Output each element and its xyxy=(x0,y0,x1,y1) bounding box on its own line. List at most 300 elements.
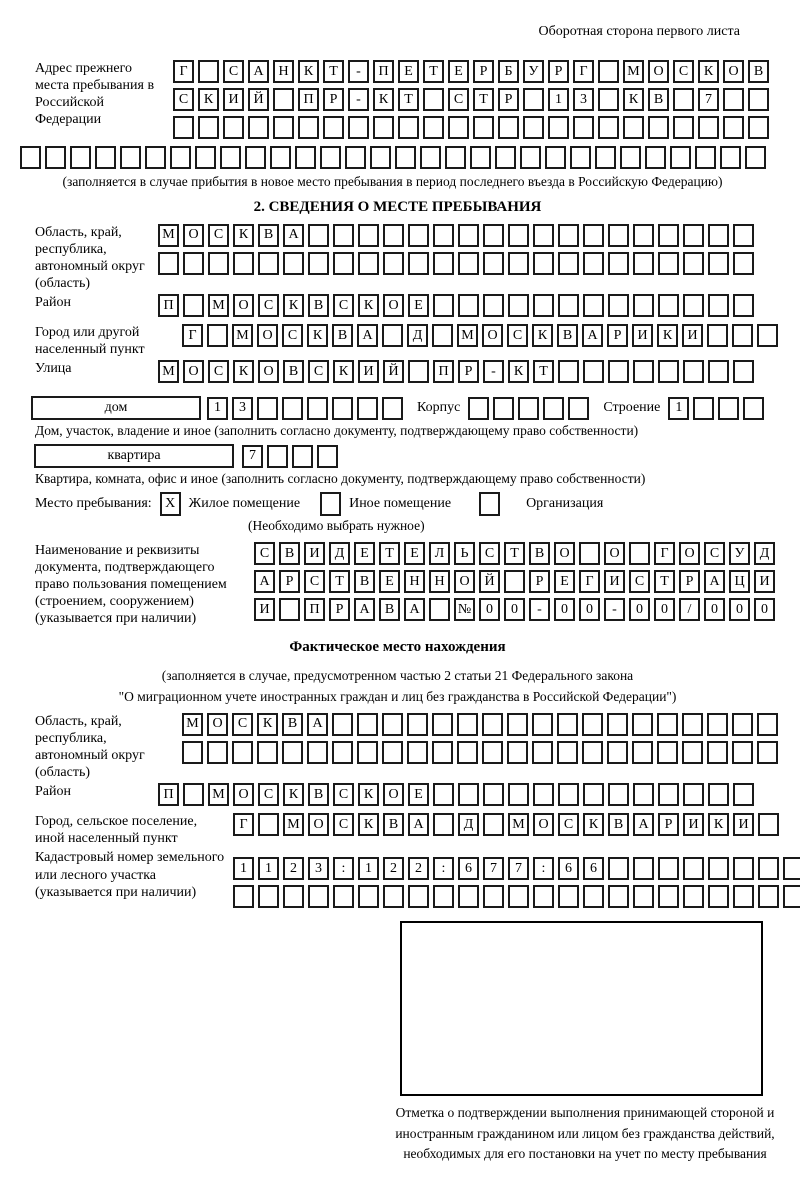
char-cell[interactable] xyxy=(573,116,594,139)
char-cell[interactable] xyxy=(458,885,479,908)
char-cell[interactable] xyxy=(570,146,591,169)
char-cell[interactable] xyxy=(495,146,516,169)
char-cell[interactable] xyxy=(432,324,453,347)
char-cell[interactable] xyxy=(408,224,429,247)
char-cell[interactable] xyxy=(182,741,203,764)
char-cell-filled[interactable]: 0 xyxy=(704,598,725,621)
char-cell-filled[interactable]: 1 xyxy=(233,857,254,880)
char-cell[interactable] xyxy=(683,252,704,275)
char-cell[interactable] xyxy=(598,116,619,139)
char-cell-filled[interactable]: Й xyxy=(479,570,500,593)
char-cell-filled[interactable]: 7 xyxy=(508,857,529,880)
char-cell-filled[interactable]: Р xyxy=(498,88,519,111)
char-cell-filled[interactable]: 7 xyxy=(698,88,719,111)
char-cell[interactable] xyxy=(433,813,454,836)
char-cell[interactable] xyxy=(568,397,589,420)
char-cell-filled[interactable]: - xyxy=(529,598,550,621)
char-cell-filled[interactable]: № xyxy=(454,598,475,621)
char-cell-filled[interactable]: - xyxy=(604,598,625,621)
char-cell-filled[interactable]: Р xyxy=(458,360,479,383)
char-cell[interactable] xyxy=(407,741,428,764)
char-cell-filled[interactable]: М xyxy=(283,813,304,836)
char-cell[interactable] xyxy=(733,224,754,247)
char-cell[interactable] xyxy=(757,324,778,347)
char-cell-filled[interactable]: А xyxy=(404,598,425,621)
char-cell[interactable] xyxy=(733,783,754,806)
char-cell-filled[interactable]: О xyxy=(723,60,744,83)
char-cell-filled[interactable]: С xyxy=(254,542,275,565)
char-cell-filled[interactable]: В xyxy=(648,88,669,111)
char-cell-filled[interactable]: У xyxy=(729,542,750,565)
char-cell-filled[interactable]: С xyxy=(448,88,469,111)
char-cell[interactable] xyxy=(658,294,679,317)
char-cell[interactable] xyxy=(282,741,303,764)
char-cell-filled[interactable]: Н xyxy=(273,60,294,83)
char-cell[interactable] xyxy=(445,146,466,169)
char-cell[interactable] xyxy=(433,252,454,275)
char-cell-filled[interactable]: Т xyxy=(654,570,675,593)
char-cell-filled[interactable]: В xyxy=(283,360,304,383)
char-cell[interactable] xyxy=(608,294,629,317)
char-cell-filled[interactable]: Г xyxy=(579,570,600,593)
char-cell-filled[interactable]: К xyxy=(532,324,553,347)
char-cell[interactable] xyxy=(629,542,650,565)
char-cell[interactable] xyxy=(470,146,491,169)
char-cell-filled[interactable]: / xyxy=(679,598,700,621)
char-cell[interactable] xyxy=(395,146,416,169)
char-cell-filled[interactable]: М xyxy=(158,360,179,383)
char-cell-filled[interactable]: Е xyxy=(354,542,375,565)
char-cell[interactable] xyxy=(708,294,729,317)
char-cell[interactable] xyxy=(558,294,579,317)
char-cell[interactable] xyxy=(720,146,741,169)
char-cell[interactable] xyxy=(183,252,204,275)
char-cell-filled[interactable]: Д xyxy=(407,324,428,347)
char-cell-filled[interactable]: Л xyxy=(429,542,450,565)
char-cell-filled[interactable]: Ц xyxy=(729,570,750,593)
char-cell[interactable] xyxy=(558,783,579,806)
char-cell-filled[interactable]: П xyxy=(158,783,179,806)
char-cell[interactable] xyxy=(683,294,704,317)
char-cell[interactable] xyxy=(608,783,629,806)
char-cell[interactable] xyxy=(598,60,619,83)
char-cell[interactable] xyxy=(557,713,578,736)
char-cell[interactable] xyxy=(348,116,369,139)
char-cell[interactable] xyxy=(518,397,539,420)
char-cell-filled[interactable]: 0 xyxy=(479,598,500,621)
char-cell-filled[interactable]: 3 xyxy=(232,397,253,420)
char-cell[interactable] xyxy=(508,252,529,275)
char-cell[interactable] xyxy=(195,146,216,169)
char-cell-filled[interactable]: О xyxy=(679,542,700,565)
char-cell[interactable] xyxy=(257,741,278,764)
char-cell[interactable] xyxy=(645,146,666,169)
char-cell-filled[interactable]: А xyxy=(633,813,654,836)
char-cell-filled[interactable]: К xyxy=(233,360,254,383)
char-cell[interactable] xyxy=(357,741,378,764)
char-cell[interactable] xyxy=(158,252,179,275)
char-cell-filled[interactable]: Н xyxy=(429,570,450,593)
char-cell[interactable] xyxy=(757,713,778,736)
char-cell[interactable] xyxy=(498,116,519,139)
char-cell[interactable] xyxy=(783,857,800,880)
char-cell-filled[interactable]: Р xyxy=(329,598,350,621)
char-cell-filled[interactable]: К xyxy=(698,60,719,83)
char-cell-filled[interactable]: С xyxy=(223,60,244,83)
char-cell[interactable] xyxy=(283,885,304,908)
char-cell[interactable] xyxy=(607,713,628,736)
char-cell-filled[interactable]: К xyxy=(283,783,304,806)
char-cell-filled[interactable]: Е xyxy=(554,570,575,593)
char-cell-filled[interactable]: Т xyxy=(423,60,444,83)
char-cell[interactable] xyxy=(718,397,739,420)
char-cell[interactable] xyxy=(633,885,654,908)
char-cell-filled[interactable]: М xyxy=(623,60,644,83)
char-cell[interactable] xyxy=(733,885,754,908)
char-cell[interactable] xyxy=(695,146,716,169)
char-cell[interactable] xyxy=(233,885,254,908)
char-cell[interactable] xyxy=(308,885,329,908)
char-cell[interactable] xyxy=(258,885,279,908)
char-cell-filled[interactable]: М xyxy=(158,224,179,247)
char-cell[interactable] xyxy=(532,713,553,736)
char-cell[interactable] xyxy=(483,885,504,908)
char-cell-filled[interactable]: С xyxy=(333,294,354,317)
char-cell[interactable] xyxy=(532,741,553,764)
char-cell-filled[interactable]: К xyxy=(298,60,319,83)
char-cell-filled[interactable]: С xyxy=(258,783,279,806)
char-cell[interactable] xyxy=(183,294,204,317)
char-cell[interactable] xyxy=(783,885,800,908)
char-cell-filled[interactable]: 1 xyxy=(668,397,689,420)
char-cell[interactable] xyxy=(183,783,204,806)
char-cell[interactable] xyxy=(658,224,679,247)
char-cell-filled[interactable]: К xyxy=(508,360,529,383)
char-cell[interactable] xyxy=(648,116,669,139)
char-cell[interactable] xyxy=(458,783,479,806)
char-cell[interactable] xyxy=(383,252,404,275)
char-cell[interactable] xyxy=(693,397,714,420)
char-cell[interactable] xyxy=(333,885,354,908)
char-cell[interactable] xyxy=(295,146,316,169)
char-cell-filled[interactable]: А xyxy=(408,813,429,836)
char-cell-filled[interactable]: Й xyxy=(383,360,404,383)
char-cell[interactable] xyxy=(373,116,394,139)
char-cell-filled[interactable]: В xyxy=(308,783,329,806)
char-cell-filled[interactable]: О xyxy=(233,783,254,806)
char-cell-filled[interactable]: К xyxy=(623,88,644,111)
char-cell-filled[interactable]: С xyxy=(507,324,528,347)
char-cell-filled[interactable]: К xyxy=(358,813,379,836)
char-cell[interactable] xyxy=(283,252,304,275)
char-cell[interactable] xyxy=(358,224,379,247)
char-cell-filled[interactable]: И xyxy=(683,813,704,836)
char-cell-filled[interactable]: О xyxy=(648,60,669,83)
char-cell[interactable] xyxy=(732,324,753,347)
char-cell[interactable] xyxy=(607,741,628,764)
char-cell-filled[interactable]: Г xyxy=(182,324,203,347)
char-cell[interactable] xyxy=(708,783,729,806)
char-cell[interactable] xyxy=(633,783,654,806)
char-cell[interactable] xyxy=(733,252,754,275)
char-cell-filled[interactable]: В xyxy=(608,813,629,836)
char-cell[interactable] xyxy=(608,885,629,908)
char-cell-filled[interactable]: М xyxy=(182,713,203,736)
char-cell-filled[interactable]: И xyxy=(733,813,754,836)
char-cell[interactable] xyxy=(207,741,228,764)
char-cell[interactable] xyxy=(257,397,278,420)
char-cell[interactable] xyxy=(332,397,353,420)
char-cell-filled[interactable]: Д xyxy=(458,813,479,836)
char-cell-filled[interactable]: И xyxy=(754,570,775,593)
char-cell-filled[interactable]: Г xyxy=(173,60,194,83)
char-cell[interactable] xyxy=(757,741,778,764)
char-cell-filled[interactable]: К xyxy=(198,88,219,111)
char-cell-filled[interactable]: С xyxy=(629,570,650,593)
char-cell-filled[interactable]: Д xyxy=(329,542,350,565)
char-cell-filled[interactable]: 7 xyxy=(242,445,263,468)
apartment-box[interactable]: квартира xyxy=(34,444,234,468)
char-cell[interactable] xyxy=(583,885,604,908)
char-cell-filled[interactable]: Р xyxy=(279,570,300,593)
char-cell[interactable] xyxy=(673,116,694,139)
char-cell-filled[interactable]: Е xyxy=(398,60,419,83)
char-cell[interactable] xyxy=(708,885,729,908)
char-cell-filled[interactable]: И xyxy=(604,570,625,593)
char-cell[interactable] xyxy=(279,598,300,621)
char-cell[interactable] xyxy=(208,252,229,275)
char-cell[interactable] xyxy=(358,885,379,908)
char-cell[interactable] xyxy=(658,252,679,275)
char-cell[interactable] xyxy=(579,542,600,565)
char-cell-filled[interactable]: А xyxy=(248,60,269,83)
char-cell-filled[interactable]: А xyxy=(582,324,603,347)
char-cell-filled[interactable]: 2 xyxy=(283,857,304,880)
char-cell-filled[interactable]: И xyxy=(254,598,275,621)
char-cell-filled[interactable]: А xyxy=(354,598,375,621)
char-cell-filled[interactable]: П xyxy=(304,598,325,621)
char-cell[interactable] xyxy=(608,857,629,880)
char-cell[interactable] xyxy=(20,146,41,169)
char-cell-filled[interactable]: О xyxy=(554,542,575,565)
char-cell[interactable] xyxy=(383,885,404,908)
char-cell[interactable] xyxy=(458,252,479,275)
char-cell-filled[interactable]: 1 xyxy=(258,857,279,880)
char-cell-filled[interactable]: А xyxy=(357,324,378,347)
char-cell[interactable] xyxy=(558,360,579,383)
char-cell[interactable] xyxy=(595,146,616,169)
char-cell[interactable] xyxy=(683,360,704,383)
char-cell[interactable] xyxy=(432,741,453,764)
char-cell-filled[interactable]: К xyxy=(257,713,278,736)
char-cell-filled[interactable]: О xyxy=(604,542,625,565)
char-cell[interactable] xyxy=(433,885,454,908)
char-cell[interactable] xyxy=(633,360,654,383)
char-cell[interactable] xyxy=(458,224,479,247)
char-cell-filled[interactable]: В xyxy=(332,324,353,347)
char-cell[interactable] xyxy=(173,116,194,139)
char-cell[interactable] xyxy=(323,116,344,139)
char-cell-filled[interactable]: К xyxy=(657,324,678,347)
char-cell[interactable] xyxy=(682,741,703,764)
char-cell-filled[interactable]: А xyxy=(283,224,304,247)
char-cell[interactable] xyxy=(582,713,603,736)
char-cell[interactable] xyxy=(358,252,379,275)
char-cell-filled[interactable]: В xyxy=(354,570,375,593)
house-box[interactable]: дом xyxy=(31,396,201,420)
char-cell-filled[interactable]: О xyxy=(257,324,278,347)
char-cell[interactable] xyxy=(732,741,753,764)
char-cell-filled[interactable]: С xyxy=(173,88,194,111)
char-cell[interactable] xyxy=(45,146,66,169)
char-cell[interactable] xyxy=(658,360,679,383)
char-cell[interactable] xyxy=(398,116,419,139)
char-cell-filled[interactable]: С xyxy=(304,570,325,593)
char-cell-filled[interactable]: 0 xyxy=(654,598,675,621)
char-cell-filled[interactable]: Т xyxy=(323,60,344,83)
char-cell-filled[interactable]: П xyxy=(373,60,394,83)
char-cell[interactable] xyxy=(583,360,604,383)
char-cell-filled[interactable]: А xyxy=(307,713,328,736)
char-cell[interactable] xyxy=(507,741,528,764)
char-cell[interactable] xyxy=(458,294,479,317)
char-cell-filled[interactable]: С xyxy=(333,813,354,836)
char-cell[interactable] xyxy=(483,813,504,836)
char-cell-filled[interactable]: О xyxy=(308,813,329,836)
char-cell-filled[interactable]: Т xyxy=(504,542,525,565)
char-cell[interactable] xyxy=(558,252,579,275)
char-cell[interactable] xyxy=(658,857,679,880)
char-cell[interactable] xyxy=(608,252,629,275)
char-cell[interactable] xyxy=(220,146,241,169)
char-cell[interactable] xyxy=(507,713,528,736)
char-cell[interactable] xyxy=(332,713,353,736)
char-cell-filled[interactable]: - xyxy=(483,360,504,383)
char-cell-filled[interactable]: Р xyxy=(679,570,700,593)
char-cell-filled[interactable]: : xyxy=(533,857,554,880)
char-cell[interactable] xyxy=(267,445,288,468)
char-cell[interactable] xyxy=(483,252,504,275)
char-cell[interactable] xyxy=(270,146,291,169)
char-cell-filled[interactable]: К xyxy=(283,294,304,317)
char-cell-filled[interactable]: В xyxy=(258,224,279,247)
char-cell[interactable] xyxy=(273,116,294,139)
char-cell[interactable] xyxy=(582,741,603,764)
char-cell[interactable] xyxy=(673,88,694,111)
char-cell[interactable] xyxy=(623,116,644,139)
char-cell-filled[interactable]: Т xyxy=(329,570,350,593)
char-cell-filled[interactable]: О xyxy=(383,783,404,806)
char-cell[interactable] xyxy=(282,397,303,420)
char-cell-filled[interactable]: О xyxy=(482,324,503,347)
char-cell[interactable] xyxy=(558,885,579,908)
char-cell[interactable] xyxy=(723,88,744,111)
char-cell-filled[interactable]: К xyxy=(358,294,379,317)
char-cell[interactable] xyxy=(670,146,691,169)
char-cell-filled[interactable]: В xyxy=(282,713,303,736)
char-cell[interactable] xyxy=(508,783,529,806)
char-cell-filled[interactable]: 1 xyxy=(548,88,569,111)
char-cell[interactable] xyxy=(632,741,653,764)
char-cell-filled[interactable]: М xyxy=(457,324,478,347)
char-cell-filled[interactable]: К xyxy=(708,813,729,836)
char-cell[interactable] xyxy=(733,360,754,383)
char-cell[interactable] xyxy=(723,116,744,139)
char-cell[interactable] xyxy=(382,324,403,347)
char-cell-filled[interactable]: 3 xyxy=(308,857,329,880)
char-cell-filled[interactable]: М xyxy=(208,294,229,317)
char-cell-filled[interactable]: 2 xyxy=(383,857,404,880)
char-cell[interactable] xyxy=(70,146,91,169)
char-cell[interactable] xyxy=(545,146,566,169)
char-cell[interactable] xyxy=(683,885,704,908)
char-cell[interactable] xyxy=(223,116,244,139)
char-cell-filled[interactable]: 0 xyxy=(579,598,600,621)
char-cell-filled[interactable]: С xyxy=(258,294,279,317)
char-cell-filled[interactable]: Е xyxy=(408,783,429,806)
char-cell[interactable] xyxy=(433,224,454,247)
char-cell[interactable] xyxy=(258,813,279,836)
char-cell-filled[interactable]: М xyxy=(508,813,529,836)
char-cell[interactable] xyxy=(543,397,564,420)
char-cell-filled[interactable]: 6 xyxy=(558,857,579,880)
char-cell-filled[interactable]: Г xyxy=(573,60,594,83)
char-cell-filled[interactable]: К xyxy=(307,324,328,347)
char-cell[interactable] xyxy=(504,570,525,593)
char-cell[interactable] xyxy=(732,713,753,736)
char-cell-filled[interactable]: С xyxy=(282,324,303,347)
char-cell-filled[interactable]: И xyxy=(358,360,379,383)
char-cell[interactable] xyxy=(429,598,450,621)
char-cell[interactable] xyxy=(145,146,166,169)
char-cell[interactable] xyxy=(233,252,254,275)
char-cell[interactable] xyxy=(633,252,654,275)
char-cell-filled[interactable]: С xyxy=(673,60,694,83)
char-cell-filled[interactable]: Г xyxy=(654,542,675,565)
char-cell[interactable] xyxy=(620,146,641,169)
char-cell[interactable] xyxy=(745,146,766,169)
char-cell-filled[interactable]: 0 xyxy=(629,598,650,621)
char-cell[interactable] xyxy=(120,146,141,169)
char-cell-filled[interactable]: И xyxy=(223,88,244,111)
char-cell[interactable] xyxy=(533,252,554,275)
char-cell[interactable] xyxy=(633,857,654,880)
char-cell-filled[interactable]: Й xyxy=(248,88,269,111)
char-cell[interactable] xyxy=(407,713,428,736)
char-cell-filled[interactable]: 7 xyxy=(483,857,504,880)
char-cell-filled[interactable]: Т xyxy=(379,542,400,565)
char-cell[interactable] xyxy=(408,360,429,383)
char-cell[interactable] xyxy=(198,60,219,83)
char-cell[interactable] xyxy=(198,116,219,139)
char-cell[interactable] xyxy=(382,741,403,764)
char-cell[interactable] xyxy=(733,857,754,880)
char-cell-filled[interactable]: 6 xyxy=(458,857,479,880)
char-cell-filled[interactable]: С xyxy=(208,360,229,383)
char-cell[interactable] xyxy=(383,224,404,247)
char-cell[interactable] xyxy=(308,224,329,247)
char-cell-filled[interactable]: С xyxy=(558,813,579,836)
char-cell-filled[interactable]: 0 xyxy=(754,598,775,621)
char-cell[interactable] xyxy=(433,783,454,806)
char-cell[interactable] xyxy=(448,116,469,139)
checkbox-residential[interactable]: X xyxy=(160,492,181,516)
char-cell-filled[interactable]: 1 xyxy=(358,857,379,880)
char-cell[interactable] xyxy=(598,88,619,111)
checkbox-other-premises[interactable] xyxy=(320,492,341,516)
char-cell[interactable] xyxy=(523,116,544,139)
char-cell[interactable] xyxy=(483,294,504,317)
